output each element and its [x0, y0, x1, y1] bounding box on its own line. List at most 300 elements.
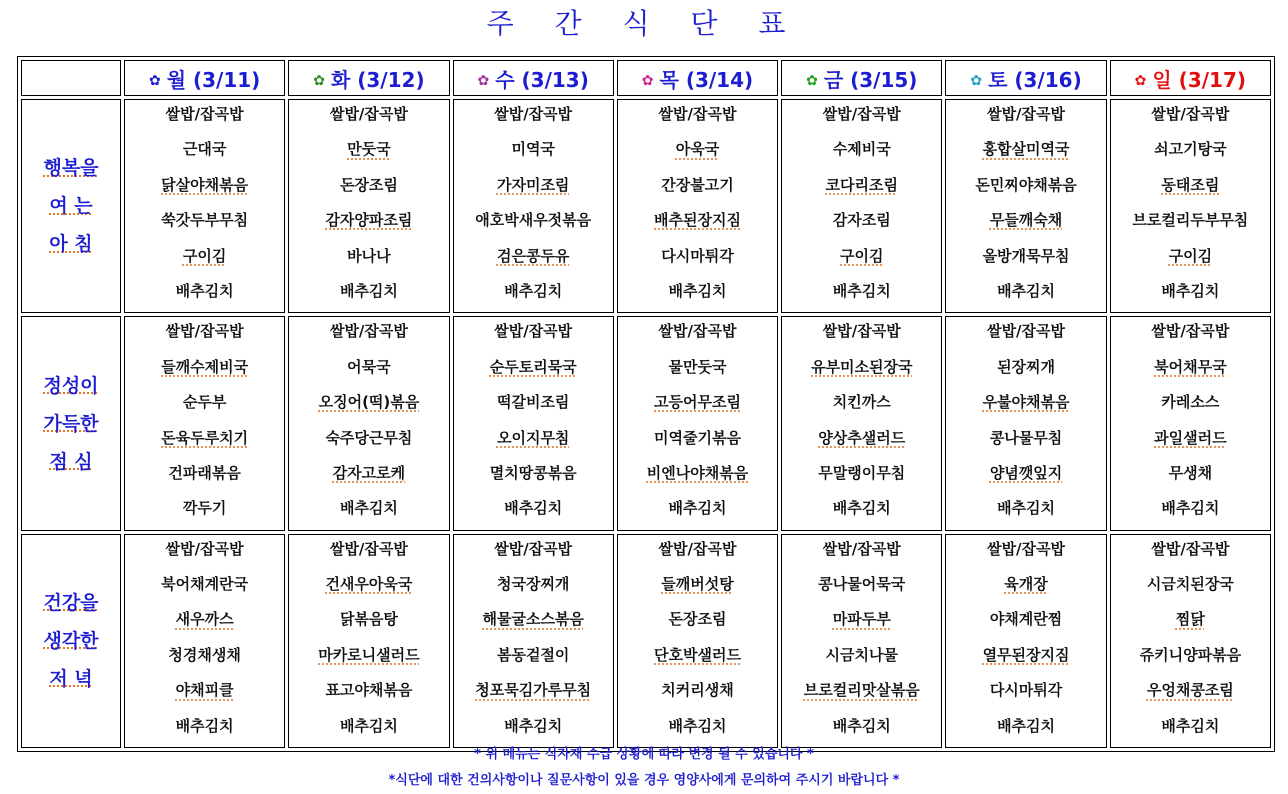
menu-item-text: 다시마튀각: [661, 246, 734, 265]
meal-row-breakfast: [21, 99, 1271, 313]
menu-item: [782, 317, 941, 352]
menu-item: [1111, 712, 1270, 747]
menu-item-text: 쌀밥/잡곡밥: [1151, 322, 1230, 341]
menu-item-text: 해물굴소스볶음: [482, 610, 584, 629]
menu-item: [125, 100, 284, 135]
menu-cell: [124, 534, 285, 748]
menu-item: [618, 494, 777, 529]
menu-item: [125, 353, 284, 388]
menu-item-text: 숙주당근무침: [325, 428, 413, 447]
menu-item: [289, 605, 448, 640]
menu-item-text: 마파두부: [832, 610, 891, 629]
menu-item: [946, 712, 1105, 747]
menu-item: [618, 605, 777, 640]
menu-item: [289, 676, 448, 711]
menu-item-text: 무말랭이무침: [818, 463, 906, 482]
menu-cell: [781, 534, 942, 748]
menu-item: [289, 570, 448, 605]
menu-item-text: 쑥갓두부무침: [161, 211, 249, 230]
day-sun-icon: ✿: [1134, 73, 1147, 89]
menu-item-text: 가자미조림: [496, 175, 570, 194]
menu-item-text: 쌀밥/잡곡밥: [494, 322, 573, 341]
menu-item: [946, 388, 1105, 423]
menu-item-text: 쌀밥/잡곡밥: [987, 539, 1066, 558]
menu-item-text: 쌀밥/잡곡밥: [494, 539, 573, 558]
menu-item: [289, 353, 448, 388]
menu-item: [289, 459, 448, 494]
day-header-sat: ✿ 토 (3/16): [945, 60, 1106, 96]
menu-item-text: 물만둣국: [668, 357, 727, 376]
menu-item: [454, 135, 613, 170]
menu-item: [454, 277, 613, 312]
day-header-wed: ✿ 수 (3/13): [453, 60, 614, 96]
menu-item-text: 쌀밥/잡곡밥: [1151, 539, 1230, 558]
menu-item: [454, 712, 613, 747]
menu-item: [782, 535, 941, 570]
menu-item-text: 배추김치: [175, 281, 234, 300]
menu-item: [618, 388, 777, 423]
menu-item: [782, 676, 941, 711]
menu-item: [454, 100, 613, 135]
menu-item: [946, 494, 1105, 529]
menu-item: [618, 317, 777, 352]
menu-item: [125, 317, 284, 352]
menu-item-text: 쌀밥/잡곡밥: [822, 322, 901, 341]
menu-item: [782, 570, 941, 605]
menu-item-text: 배추김치: [997, 716, 1056, 735]
menu-item-text: 감자고로케: [332, 463, 406, 482]
menu-item: [289, 135, 448, 170]
menu-cell: [288, 534, 449, 748]
menu-item-text: 비엔나야채볶음: [646, 463, 749, 482]
menu-item-text: 쥬키니양파볶음: [1139, 645, 1242, 664]
day-tue-icon: ✿: [313, 73, 325, 89]
menu-cell: [945, 534, 1106, 748]
menu-item: [125, 570, 284, 605]
menu-item: [946, 459, 1105, 494]
menu-item-text: 배추김치: [1161, 499, 1220, 518]
page-title: 주 간 식 단 표: [486, 7, 802, 40]
menu-item-text: 양념깻잎지: [989, 463, 1063, 482]
menu-item: [454, 605, 613, 640]
note-menu-change: * 위 메뉴는 식자재 수급 상황에 따라 변경 될 수 있습니다 *: [474, 747, 814, 762]
menu-item: [1111, 641, 1270, 676]
menu-item-text: 근대국: [182, 140, 227, 159]
menu-item-text: 쌀밥/잡곡밥: [822, 105, 901, 123]
menu-item: [782, 242, 941, 277]
menu-item-text: 순두토리묵국: [489, 357, 577, 376]
menu-item-text: 시금치나물: [825, 645, 898, 664]
menu-cell: [617, 316, 778, 530]
menu-item: [454, 242, 613, 277]
menu-item: [946, 100, 1105, 135]
menu-cell: [453, 534, 614, 748]
menu-item-text: 배추김치: [832, 716, 891, 735]
menu-item-text: 무들깨숙채: [989, 211, 1063, 230]
menu-item-text: 무생채: [1168, 463, 1213, 482]
menu-item-text: 돈민찌야채볶음: [975, 175, 1077, 194]
menu-cell: [124, 316, 285, 530]
note-inquiry: *식단에 대한 건의사항이나 질문사항이 있을 경우 영양사에게 문의하여 주시기 바랍니다 *: [388, 773, 900, 788]
menu-item-text: 브로컬리두부무침: [1132, 211, 1249, 230]
menu-item-text: 단호박샐러드: [654, 645, 741, 664]
corner-cell: [21, 60, 121, 96]
menu-item-text: 애호박새우젓볶음: [475, 211, 592, 230]
day-header-sun: ✿ 일 (3/17): [1110, 60, 1271, 96]
menu-item-text: 닭볶음탕: [339, 610, 398, 629]
menu-item: [946, 605, 1105, 640]
menu-item: [946, 206, 1105, 241]
menu-item: [782, 135, 941, 170]
menu-item: [782, 171, 941, 206]
menu-cell: [781, 99, 942, 313]
menu-cell: [288, 99, 449, 313]
day-sat-icon: ✿: [970, 73, 983, 89]
menu-item-text: 브로컬리맛살볶음: [803, 681, 920, 700]
menu-item-text: 쌀밥/잡곡밥: [987, 322, 1066, 341]
menu-item-text: 건새우아욱국: [325, 575, 413, 594]
day-header-tue: ✿ 화 (3/12): [288, 60, 449, 96]
menu-item: [125, 206, 284, 241]
menu-item: [289, 100, 448, 135]
menu-item-text: 바나나: [347, 246, 391, 265]
menu-item-text: 순두부: [182, 393, 227, 412]
menu-item: [1111, 135, 1270, 170]
menu-item-text: 배추김치: [997, 499, 1056, 518]
menu-item-text: 다시마튀각: [989, 681, 1063, 700]
menu-item-text: 들깨수제비국: [161, 357, 249, 376]
menu-item: [618, 353, 777, 388]
menu-item: [289, 171, 448, 206]
menu-item: [1111, 676, 1270, 711]
menu-item-text: 쌀밥/잡곡밥: [329, 539, 408, 558]
menu-item: [454, 424, 613, 459]
menu-item: [125, 424, 284, 459]
menu-item-text: 새우까스: [175, 610, 234, 629]
menu-item: [125, 605, 284, 640]
menu-item: [1111, 317, 1270, 352]
menu-item-text: 닭살야채볶음: [161, 175, 249, 194]
menu-item-text: 카레소스: [1161, 393, 1220, 412]
menu-item: [454, 353, 613, 388]
menu-item-text: 치커리생채: [661, 681, 734, 700]
menu-item: [125, 277, 284, 312]
menu-item: [618, 641, 777, 676]
menu-cell: [1110, 316, 1271, 530]
menu-item-text: 치킨까스: [832, 393, 891, 412]
menu-item-text: 미역국: [511, 140, 555, 159]
menu-item: [1111, 605, 1270, 640]
menu-item-text: 청포묵김가루무침: [475, 681, 592, 700]
menu-item: [125, 242, 284, 277]
menu-item-text: 쌀밥/잡곡밥: [329, 322, 408, 341]
menu-item-text: 쌀밥/잡곡밥: [822, 539, 901, 558]
menu-item-text: 구이김: [1168, 246, 1213, 265]
menu-item: [289, 641, 448, 676]
menu-item: [618, 712, 777, 747]
menu-item: [946, 353, 1105, 388]
menu-item-text: 배추김치: [339, 281, 398, 300]
menu-item: [1111, 100, 1270, 135]
menu-item: [946, 676, 1105, 711]
menu-item: [618, 424, 777, 459]
menu-item-text: 배추된장지짐: [654, 211, 741, 230]
menu-item-text: 미역줄기볶음: [654, 428, 741, 447]
menu-item: [289, 424, 448, 459]
menu-item: [946, 317, 1105, 352]
menu-cell: [945, 316, 1106, 530]
menu-item-text: 돈장조림: [668, 610, 727, 629]
day-header-row: [21, 60, 1271, 96]
menu-item: [782, 605, 941, 640]
menu-item-text: 돈장조림: [339, 175, 398, 194]
menu-item-text: 시금치된장국: [1146, 575, 1234, 594]
meal-name-breakfast: [21, 99, 121, 313]
menu-item: [289, 242, 448, 277]
menu-item-text: 야채계란찜: [989, 610, 1063, 629]
menu-item: [125, 535, 284, 570]
menu-item: [289, 535, 448, 570]
menu-item-text: 배추김치: [668, 499, 727, 518]
menu-cell: [288, 316, 449, 530]
menu-item: [946, 641, 1105, 676]
meal-name-line: 여 는: [49, 195, 93, 218]
menu-item: [782, 424, 941, 459]
menu-item: [618, 459, 777, 494]
menu-item: [289, 277, 448, 312]
menu-item: [1111, 424, 1270, 459]
menu-item-text: 배추김치: [832, 281, 891, 300]
meal-name-dinner: [21, 534, 121, 748]
menu-item: [1111, 277, 1270, 312]
menu-item-text: 배추김치: [668, 716, 727, 735]
menu-item: [454, 676, 613, 711]
menu-item-text: 배추김치: [504, 281, 563, 300]
meal-name-line: 점 심: [49, 450, 93, 473]
day-wed-icon: ✿: [477, 73, 490, 89]
menu-item-text: 어묵국: [347, 357, 391, 376]
meal-name-line: 아 침: [49, 233, 93, 256]
menu-item: [1111, 171, 1270, 206]
menu-cell: [781, 316, 942, 530]
menu-item: [125, 459, 284, 494]
menu-item-text: 열무된장지짐: [982, 645, 1070, 664]
menu-item-text: 코다리조림: [825, 175, 898, 194]
menu-item-text: 배추김치: [504, 499, 563, 518]
menu-item: [289, 317, 448, 352]
menu-item: [618, 171, 777, 206]
day-fri-icon: ✿: [806, 73, 818, 89]
menu-item: [454, 171, 613, 206]
menu-item-text: 된장찌개: [997, 357, 1056, 376]
menu-item: [454, 570, 613, 605]
menu-item-text: 과일샐러드: [1154, 428, 1227, 447]
menu-item-text: 아욱국: [675, 140, 720, 159]
day-header-thu: ✿ 목 (3/14): [617, 60, 778, 96]
menu-item-text: 동태조림: [1161, 175, 1220, 194]
menu-item: [946, 171, 1105, 206]
menu-item: [782, 641, 941, 676]
menu-item-text: 북어채계란국: [161, 575, 249, 594]
day-thu-icon: ✿: [641, 73, 654, 89]
menu-item: [125, 135, 284, 170]
menu-item: [946, 535, 1105, 570]
menu-item-text: 떡갈비조림: [496, 393, 570, 412]
menu-item: [946, 424, 1105, 459]
menu-item-text: 배추김치: [339, 499, 398, 518]
menu-item-text: 고등어무조림: [654, 393, 741, 412]
menu-item: [618, 535, 777, 570]
menu-item-text: 간장불고기: [661, 175, 734, 194]
menu-item-text: 돈육두루치기: [161, 428, 249, 447]
menu-item: [782, 494, 941, 529]
menu-item-text: 들깨버섯탕: [661, 575, 734, 594]
menu-item-text: 감자양파조림: [325, 211, 413, 230]
day-header-mon: ✿ 월 (3/11): [124, 60, 285, 96]
meal-name-line: 정성이: [43, 374, 99, 397]
meal-name-line: 저 녁: [49, 667, 93, 690]
menu-cell: [1110, 99, 1271, 313]
menu-item-text: 육개장: [1004, 575, 1048, 594]
menu-item-text: 쌀밥/잡곡밥: [658, 322, 737, 341]
menu-item: [125, 712, 284, 747]
menu-item-text: 우불야채볶음: [982, 393, 1070, 412]
menu-item-text: 오징어(떡)볶음: [318, 393, 420, 412]
day-header-fri: ✿ 금 (3/15): [781, 60, 942, 96]
menu-item: [618, 135, 777, 170]
menu-item-text: 배추김치: [175, 716, 234, 735]
menu-item-text: 감자조림: [832, 211, 891, 230]
menu-item: [782, 277, 941, 312]
menu-item-text: 쌀밥/잡곡밥: [329, 105, 408, 123]
menu-item: [618, 206, 777, 241]
menu-item: [1111, 494, 1270, 529]
menu-item: [454, 388, 613, 423]
menu-item: [454, 459, 613, 494]
menu-item-text: 깍두기: [182, 499, 227, 518]
meal-row-lunch: [21, 316, 1271, 530]
menu-item-text: 청국장찌개: [496, 575, 570, 594]
menu-item: [782, 206, 941, 241]
menu-item-text: 구이김: [840, 246, 884, 265]
menu-item: [125, 641, 284, 676]
menu-item-text: 배추김치: [668, 281, 727, 300]
menu-item-text: 배추김치: [339, 716, 398, 735]
menu-item: [946, 277, 1105, 312]
menu-item: [1111, 388, 1270, 423]
menu-item: [618, 100, 777, 135]
menu-item-text: 쌀밥/잡곡밥: [165, 539, 244, 558]
menu-item-text: 콩나물어묵국: [818, 575, 906, 594]
menu-item-text: 멸치땅콩볶음: [489, 463, 577, 482]
menu-item-text: 유부미소된장국: [811, 357, 913, 376]
menu-item-text: 배추김치: [1161, 716, 1220, 735]
menu-item: [125, 676, 284, 711]
menu-item-text: 봄동겉절이: [496, 645, 570, 664]
meal-name-line: 행복을: [43, 157, 99, 180]
menu-item-text: 표고야채볶음: [325, 681, 413, 700]
menu-item-text: 찜닭: [1175, 610, 1205, 629]
menu-item-text: 마카로니샐러드: [318, 645, 420, 664]
menu-item-text: 우엉채콩조림: [1146, 681, 1234, 700]
menu-item-text: 검은콩두유: [496, 246, 570, 265]
menu-item: [782, 100, 941, 135]
menu-item-text: 배추김치: [504, 716, 563, 735]
menu-cell: [617, 534, 778, 748]
menu-item: [1111, 535, 1270, 570]
menu-cell: [945, 99, 1106, 313]
menu-item-text: 구이김: [182, 246, 227, 265]
menu-item-text: 만둣국: [347, 140, 391, 159]
menu-item: [618, 242, 777, 277]
menu-item: [782, 459, 941, 494]
menu-cell: [124, 99, 285, 313]
menu-item: [125, 494, 284, 529]
menu-item: [1111, 206, 1270, 241]
menu-item-text: 야채피클: [175, 681, 234, 700]
weekly-menu-table: [17, 56, 1275, 752]
menu-item-text: 쌀밥/잡곡밥: [987, 105, 1066, 123]
menu-item-text: 배추김치: [1161, 281, 1220, 300]
meal-name-lunch: [21, 316, 121, 530]
menu-item: [618, 570, 777, 605]
menu-item: [454, 494, 613, 529]
day-mon-icon: ✿: [148, 73, 161, 89]
meal-row-dinner: [21, 534, 1271, 748]
menu-cell: [453, 316, 614, 530]
menu-item: [946, 242, 1105, 277]
menu-item: [1111, 242, 1270, 277]
menu-item: [454, 317, 613, 352]
menu-item: [289, 206, 448, 241]
menu-item: [125, 171, 284, 206]
menu-item: [454, 206, 613, 241]
menu-item: [782, 388, 941, 423]
menu-item: [618, 676, 777, 711]
menu-item: [782, 353, 941, 388]
menu-item-text: 수제비국: [832, 140, 891, 159]
menu-item: [782, 712, 941, 747]
menu-item-text: 북어채무국: [1154, 357, 1227, 376]
menu-item-text: 콩나물무침: [989, 428, 1063, 447]
menu-item: [289, 712, 448, 747]
menu-item: [1111, 459, 1270, 494]
menu-item-text: 쌀밥/잡곡밥: [658, 105, 737, 123]
menu-item: [618, 277, 777, 312]
meal-name-line: 생각한: [43, 629, 99, 652]
menu-item: [125, 388, 284, 423]
menu-cell: [1110, 534, 1271, 748]
meal-name-line: 건강을: [43, 591, 99, 614]
menu-item: [454, 641, 613, 676]
menu-item-text: 쌀밥/잡곡밥: [658, 539, 737, 558]
menu-item-text: 쌀밥/잡곡밥: [165, 322, 244, 341]
menu-item: [946, 570, 1105, 605]
menu-cell: [453, 99, 614, 313]
meal-name-line: 가득한: [43, 412, 99, 435]
menu-item: [454, 535, 613, 570]
menu-item-text: 쌀밥/잡곡밥: [165, 105, 244, 123]
menu-item-text: 양상추샐러드: [818, 428, 906, 447]
menu-item-text: 올방개묵무침: [982, 246, 1070, 265]
menu-item-text: 건파래볶음: [168, 463, 241, 482]
menu-item: [946, 135, 1105, 170]
menu-cell: [617, 99, 778, 313]
menu-item-text: 쌀밥/잡곡밥: [494, 105, 573, 123]
menu-item: [1111, 570, 1270, 605]
menu-item-text: 쌀밥/잡곡밥: [1151, 105, 1230, 123]
menu-item-text: 오이지무침: [496, 428, 570, 447]
